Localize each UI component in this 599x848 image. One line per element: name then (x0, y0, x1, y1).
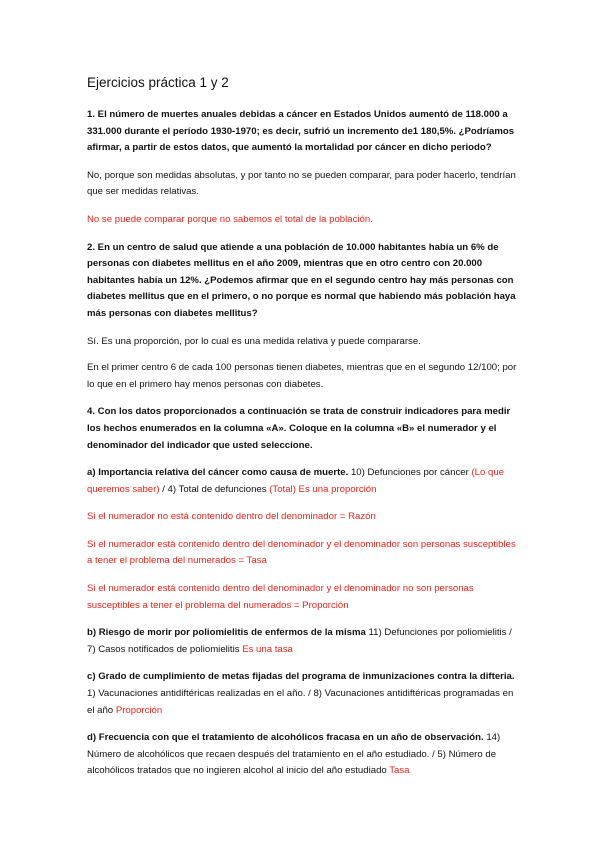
q4-a-heading: a) Importancia relativa del cáncer como causa de muerte. (87, 467, 349, 479)
q4-question: 4. Con los datos proporcionados a continuación se trata de construir indicadores para medir los hechos enumerados en la columna «A». Coloque en la columna «B» el numerador y el denominador del indicador que usted seleccione. (87, 406, 511, 451)
q4-a-note-2: (Total) Es una proporción (269, 483, 377, 495)
q4-d-text: 14) Número de alcohólicos que recaen después del tratamiento en el año estudiado. / 5) Número de alcohólicos tratados que no ingieren alcohol al inicio del año estudiado (87, 732, 501, 777)
q2-question: 2. En un centro de salud que atiende a una población de 10.000 habitantes había un 6% de personas con diabetes mellitus en el año 2009, mientras que en otro centro con 20.000 habitantes había un 12%. ¿Podemos afirmar que en el segundo centro hay más personas con diabetes mellitus que en el primero, o no porque es normal que habiendo más población haya más personas con diabetes mellitus? (87, 241, 516, 319)
q4-b-heading: b) Riesgo de morir por poliomielitis de enfermos de la misma (87, 627, 366, 639)
document-body (87, 74, 517, 780)
q2-answer-1: Sí. Es una proporción, por lo cual es una medida relativa y puede compararse. (87, 335, 421, 347)
q4-d-note: Tasa (389, 765, 410, 777)
q4-b-note: Es una tasa (242, 643, 293, 655)
q1-answer: No, porque son medidas absolutas, y por tanto no se pueden comparar, para poder hacerlo, tendrían que ser medidas relativas. (87, 169, 516, 198)
q1-note: No se puede comparar porque no sabemos el total de la población. (87, 213, 373, 225)
document-title: Ejercicios práctica 1 y 2 (87, 75, 229, 90)
q4-item-c (87, 669, 517, 719)
rule-proporcion: Si el numerador está contenido dentro del denominador y el denominador no son personas susceptibles a tener el problema del numerados = Proporción (87, 583, 474, 611)
q4-c-heading: c) Grado de cumplimiento de metas fijadas del programa de inmunizaciones contra la difteria. (87, 671, 515, 683)
q4-item-b (87, 625, 517, 658)
q4-d-heading: d) Frecuencia con que el tratamiento de alcohólicos fracasa en un año de observación. (87, 732, 484, 744)
q4-item-a (87, 465, 517, 498)
q4-b-text: 11) Defunciones por poliomielitis / 7) Casos notificados de poliomielitis (87, 627, 512, 655)
q4-c-text: 1) Vacunaciones antidiftéricas realizadas en el año. / 8) Vacunaciones antidiftéricas programadas en el año (87, 688, 514, 716)
q4-a-note-1: (Lo que queremos saber) (87, 467, 505, 495)
rule-tasa: Si el numerador está contenido dentro del denominador y el denominador son personas susceptibles a tener el problema del numerados = Tasa (87, 538, 516, 567)
q4-a-text-2: / 4) Total de defunciones (159, 483, 270, 495)
q4-a-text-1: 10) Defunciones por cáncer (348, 467, 472, 479)
q4-item-d (87, 730, 517, 780)
q1-question: 1. El número de muertes anuales debidas a cáncer en Estados Unidos aumentó de 118.000 a 331.000 durante el período 1930-1970; es decir, sufrió un incremento de1 180,5%. ¿Podríamos afirmar, a partir de estos datos, que aumentó la mortalidad por cáncer en dicho periodo? (87, 109, 515, 154)
q2-answer-2: En el primer centro 6 de cada 100 personas tienen diabetes, mientras que en el segundo 12/100; por lo que en el primero hay menos personas con diabetes. (87, 362, 517, 390)
rule-razon: Si el numerador no está contenido dentro del denominador = Razón (87, 511, 376, 523)
q4-c-note: Proporción (115, 704, 163, 716)
